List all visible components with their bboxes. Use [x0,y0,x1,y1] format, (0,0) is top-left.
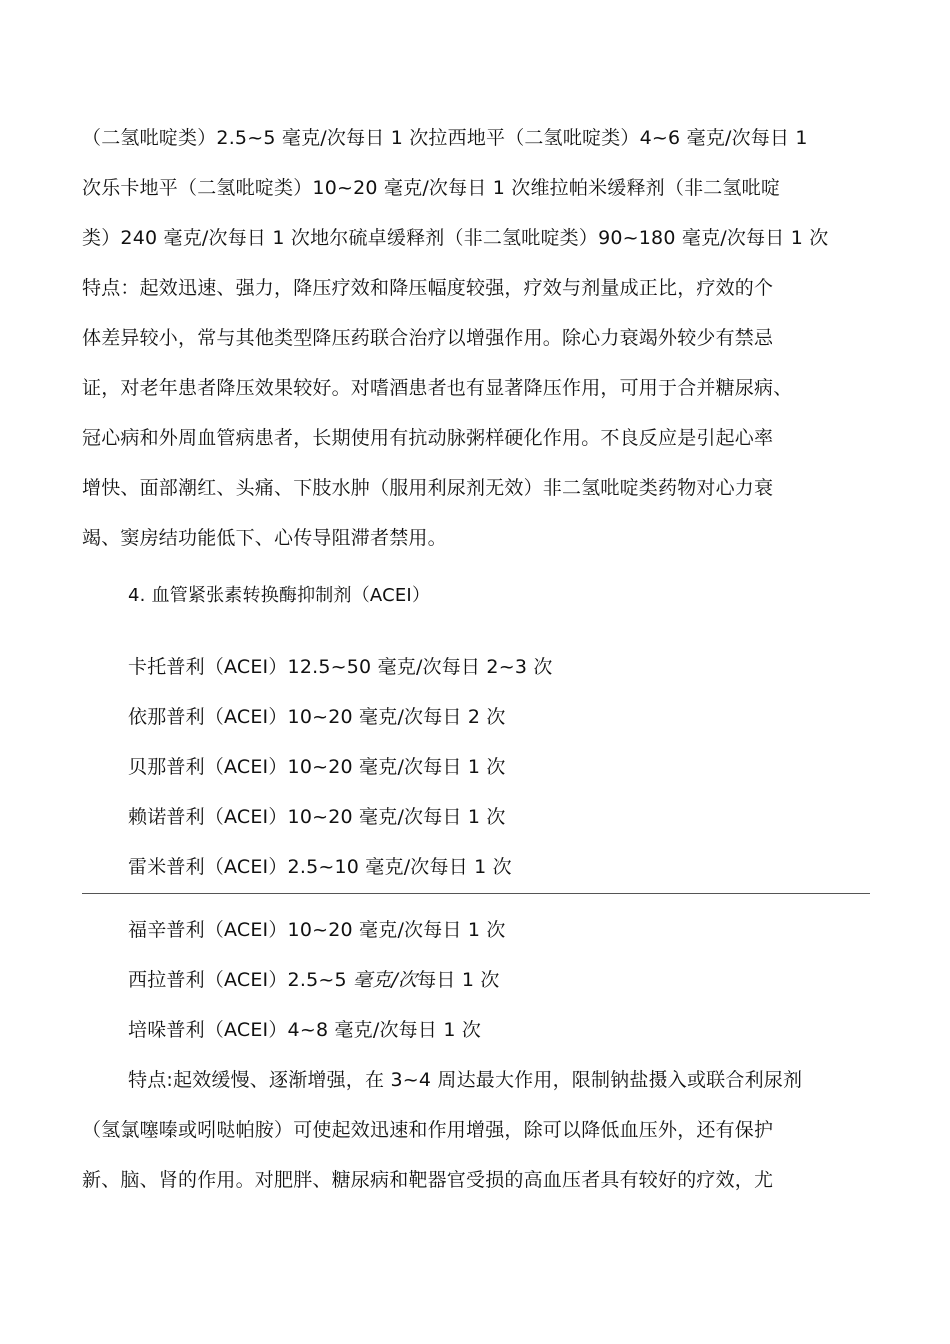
horizontal-divider [82,893,870,894]
paragraph-line: 特点：起效迅速、强力，降压疗效和降压幅度较强，疗效与剂量成正比，疗效的个 [82,277,774,299]
drug-item: 卡托普利（ACEI）12.5~50 毫克/次每日 2~3 次 [128,656,553,678]
drug-item-frequency: 每日 1 次 [417,969,500,991]
paragraph-line: 冠心病和外周血管病患者，长期使用有抗动脉粥样硬化作用。不良反应是引起心率 [82,427,774,449]
section-heading: 4. 血管紧张素转换酶抑制剂（ACEI） [128,585,431,606]
paragraph-line: 体差异较小，常与其他类型降压药联合治疗以增强作用。除心力衰竭外较少有禁忌 [82,327,774,349]
paragraph-line: 次乐卡地平（二氢吡啶类）10~20 毫克/次每日 1 次维拉帕米缓释剂（非二氢吡啶 [82,177,781,199]
drug-item-unit: 毫克/次 [353,969,418,991]
drug-item-text: 西拉普利（ACEI）2.5~5 [128,969,354,991]
drug-item: 福辛普利（ACEI）10~20 毫克/次每日 1 次 [128,919,506,941]
paragraph-line: 增快、面部潮红、头痛、下肢水肿（服用利尿剂无效）非二氢吡啶类药物对心力衰 [82,477,774,499]
drug-item: 培哚普利（ACEI）4~8 毫克/次每日 1 次 [128,1019,482,1041]
paragraph-line: 新、脑、肾的作用。对肥胖、糖尿病和靶器官受损的高血压者具有较好的疗效，尤 [82,1169,774,1191]
drug-item: 贝那普利（ACEI）10~20 毫克/次每日 1 次 [128,756,506,778]
drug-item: 赖诺普利（ACEI）10~20 毫克/次每日 1 次 [128,806,506,828]
paragraph-line: 类）240 毫克/次每日 1 次地尔硫卓缓释剂（非二氢吡啶类）90~180 毫克/次每日 1 次 [82,227,829,249]
paragraph-line: （氢氯噻嗪或吲哒帕胺）可使起效迅速和作用增强，除可以降低血压外，还有保护 [82,1119,774,1141]
paragraph-line: 竭、窦房结功能低下、心传导阻滞者禁用。 [82,527,447,549]
paragraph-line: 特点:起效缓慢、逐渐增强，在 3~4 周达最大作用，限制钠盐摄入或联合利尿剂 [128,1069,803,1091]
drug-item: 依那普利（ACEI）10~20 毫克/次每日 2 次 [128,706,506,728]
paragraph-line: （二氢吡啶类）2.5~5 毫克/次每日 1 次拉西地平（二氢吡啶类）4~6 毫克/次每日 1 [82,127,808,149]
paragraph-line: 证，对老年患者降压效果较好。对嗜酒患者也有显著降压作用，可用于合并糖尿病、 [82,377,793,399]
drug-item: 雷米普利（ACEI）2.5~10 毫克/次每日 1 次 [128,856,512,878]
drug-item [128,967,500,993]
